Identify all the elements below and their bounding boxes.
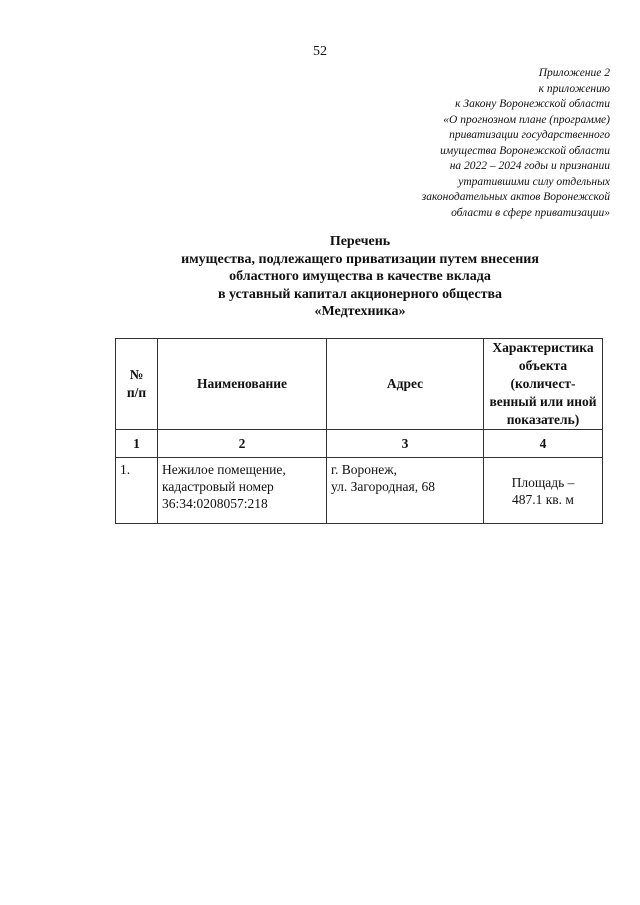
row-name-line: 36:34:0208057:218 <box>162 496 268 511</box>
header-char-line: венный или иной <box>489 394 597 409</box>
header-num-line: № <box>129 367 144 382</box>
appendix-note <box>360 66 610 221</box>
appendix-line: к Закону Воронежской области <box>455 98 610 110</box>
appendix-line: к приложению <box>538 82 610 95</box>
page-number: 52 <box>313 44 327 59</box>
column-number: 3 <box>327 430 484 458</box>
column-number-row <box>116 430 603 458</box>
property-table <box>115 338 603 524</box>
table-header-row <box>116 339 603 430</box>
header-char-line: объекта (количест- <box>510 358 576 391</box>
appendix-line: имущества Воронежской области <box>440 144 610 157</box>
row-name-line: кадастровый номер <box>162 479 274 494</box>
appendix-line: Приложение 2 <box>538 67 610 79</box>
row-name <box>158 458 327 524</box>
header-characteristic <box>484 339 603 430</box>
row-num: 1. <box>116 458 158 524</box>
row-characteristic <box>484 458 603 524</box>
row-char-line: 487.1 кв. м <box>512 491 574 507</box>
header-name: Наименование <box>158 339 327 430</box>
header-char-line: Характеристика <box>492 340 594 355</box>
header-address: Адрес <box>327 339 484 430</box>
header-num-line: п/п <box>126 385 147 400</box>
row-name-line: Нежилое помещение, <box>162 462 286 477</box>
header-char-line: показатель) <box>506 412 580 427</box>
column-number: 4 <box>484 430 603 458</box>
appendix-line: приватизации государственного <box>449 129 610 141</box>
row-address-line: ул. Загородная, 68 <box>331 479 436 494</box>
appendix-line: области в сфере приватизации» <box>451 206 610 219</box>
appendix-line: законодательных актов Воронежской <box>421 191 610 203</box>
table-row <box>116 458 603 524</box>
row-address <box>327 458 484 524</box>
title-line: в уставный капитал акционерного общества <box>217 286 503 302</box>
appendix-line: «О прогнозном плане (программе) <box>443 113 610 126</box>
title-line: Перечень <box>329 234 391 249</box>
document-title <box>0 233 640 321</box>
header-num <box>116 339 158 430</box>
title-line: «Медтехника» <box>314 304 406 319</box>
appendix-line: утратившими силу отдельных <box>458 175 610 188</box>
row-char-line: Площадь – <box>511 474 575 490</box>
appendix-line: на 2022 – 2024 годы и признании <box>449 160 610 172</box>
title-line: имущества, подлежащего приватизации путем внесения <box>181 251 539 267</box>
column-number: 1 <box>116 430 158 458</box>
column-number: 2 <box>158 430 327 458</box>
row-address-line: г. Воронеж, <box>331 462 397 477</box>
title-line: областного имущества в качестве вклада <box>229 269 491 284</box>
